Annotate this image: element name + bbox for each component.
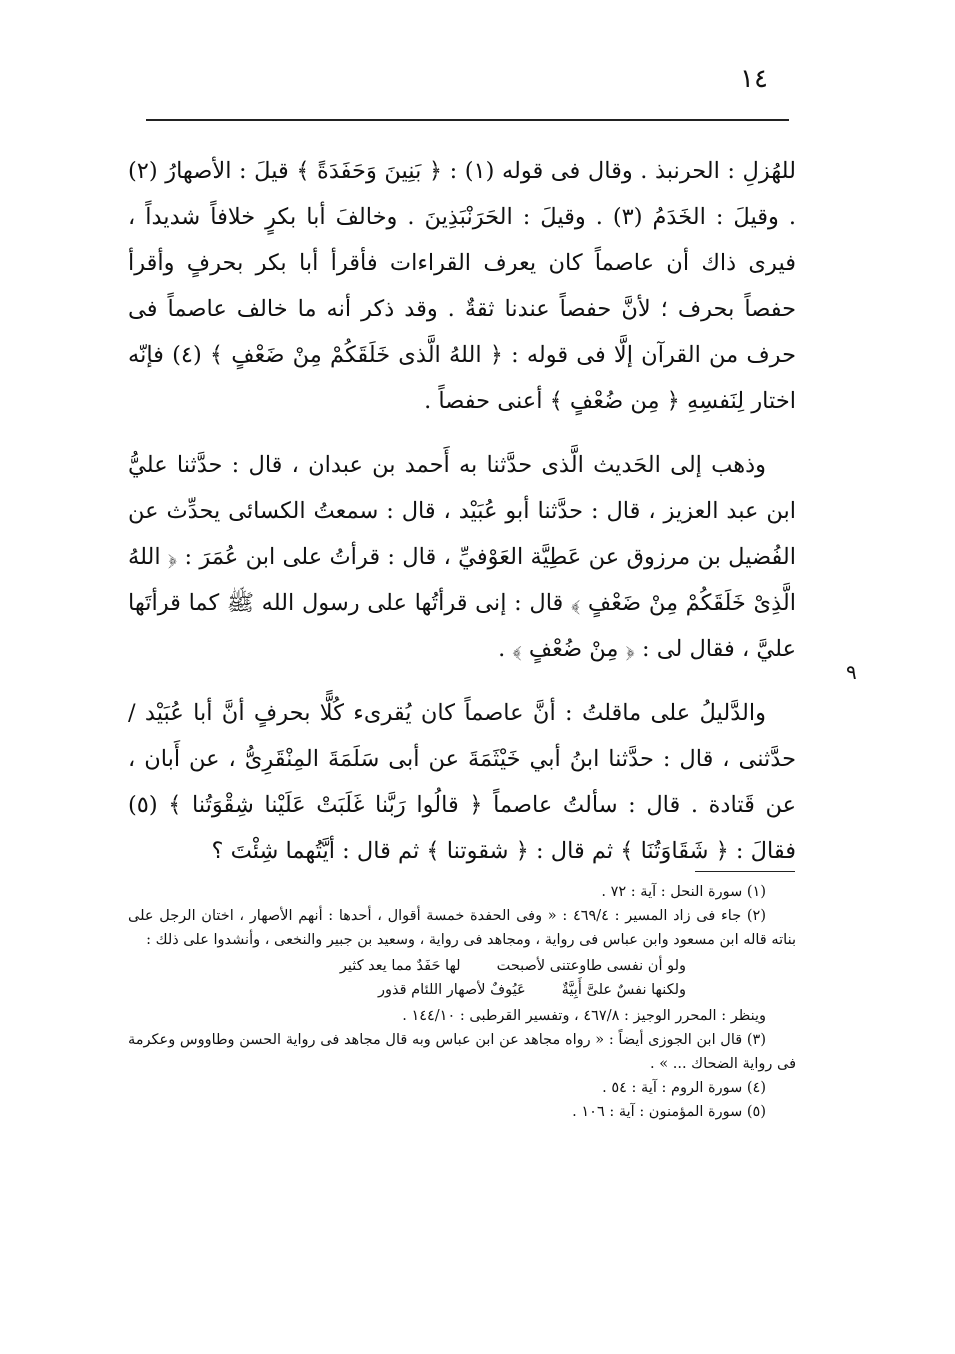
poem-verse <box>128 978 686 1002</box>
poem <box>128 954 796 1002</box>
footnote-4: (٤) سورة الروم : آية : ٥٤ . <box>602 1080 766 1096</box>
footnote-3: (٣) قال ابن الجوزى أيضاً : « رواه مجاهد عن ابن عباس وبه قال مجاهد فى رواية الحسن وطاووس وعكرمة فى رواية الضحاك ... » . <box>128 1032 796 1072</box>
paragraph-1: للهُزلِ : الحرنبذ . وقال فى قوله (١) : ﴿ بَنِينَ وَحَفَدَةً ﴾ قيلَ : الأصهارُ (٢) . وقيلَ : الخَدَمُ (٣) . وقيلَ : الحَرَنْبَذِينَ . وخالفَ أبا بكرٍ خلافاً شديداً ، فيرى ذاك أن عاصماً كان يعرف القراءات فأقرأ أبا بكر بحرفٍ وأقرأ حفصاً بحرف ؛ لأنَّ حفصاً عندنا ثقةٌ . وقد ذكر أنه ما خالف عاصماً فى حرف من القرآن إلَّا فى قوله : ﴿ اللهُ الَّذى خَلَقَكُمْ مِنْ ضَعْفٍ ﴾ (٤) فإنّه اختار لِنَفسِهِ ﴿ مِن ضُعْفٍ ﴾ أعنى حفصاً . <box>128 158 796 414</box>
footnote-5: (٥) سورة المؤمنون : آية : ١٠٦ . <box>572 1104 766 1120</box>
footnote-2: (٢) جاء فى زاد المسير : ٤٦٩/٤ : « وفى الحفدة خمسة أقوال ، أحدها : أنهم الأصهار ، اختان الرجل على بناته قاله ابن مسعود وابن عباس فى رواية ، ومجاهد فى رواية ، وسعيد بن جبير والنخعى ، وأنشدوا على ذلك : <box>128 908 796 948</box>
main-text <box>128 148 796 874</box>
paragraph-2: وذهب إلى الحَديث الَّذى حدَّثنا به أَحمد بن عبدان ، قال : حدَّثنا عليُّ ابن عبد العزيز ، قال : حدَّثنا أبو عُبَيْد ، قال : سمعتُ الكسائى يحدِّث عن الفُضيل بن مرزوق عن عَطِيَّة العَوْفيِّ ، قال : قرأتُ على ابن عُمَرَ : ﴿ اللهُ الَّذِىْ خَلَقَكُمْ مِنْ ضَعْفٍ ﴾ قال : إنى قرأتُها على رسول الله ﷺ كما قرأتَها عليَّ ، فقال لى : ﴿ مِنْ ضُعْفٍ ﴾ . <box>128 452 796 662</box>
poem-verse <box>128 954 686 978</box>
verse-second-hemistich: لها حَفَدٌ مما يعد كثير <box>339 958 461 974</box>
page-number: ١٤ <box>740 64 768 94</box>
margin-folio-mark: ٩ <box>846 660 857 684</box>
footnote-rule <box>695 871 795 872</box>
header-rule <box>146 119 789 121</box>
footnote-2-references: وينظر : المحرر الوجيز : ٤٦٧/٨ ، وتفسير القرطبى : ١٤٤/١٠ . <box>402 1008 766 1024</box>
footnotes <box>128 880 796 1124</box>
footnote-1: (١) سورة النحل : آية : ٧٢ . <box>601 884 766 900</box>
verse-second-hemistich: عَيُوفٌ لأصهار اللئام قذور <box>378 982 526 998</box>
paragraph-3: والدَّليلُ على ماقلتُ : أنَّ عاصماً كان يُقرىء كُلًّا بحرفٍ أنَّ أبا عُبَيْد / حدَّثنى ، قال : حدَّثنا ابنُ أبي خَيْثَمَةَ عن أبى سَلَمَةَ المِنْقَرِىُّ ، عن أَبان ، عن قَتادة . قال : سألتُ عاصماً ﴿ قالُوا رَبَّنا غَلَبَتْ عَلَيْنا شِقْوَتُنا ﴾ (٥) فقالَ : ﴿ شَقَاوَتُنَا ﴾ ثم قال : ﴿ شقوتنا ﴾ ثم قال : أيَّتُهما شِئْتَ ؟ <box>128 700 796 864</box>
verse-first-hemistich: ولو أن نفسى طاوعتنى لأصبحت <box>496 958 686 974</box>
verse-first-hemistich: ولكنها نفسٌ علىَّ أَبِيَّةٌ <box>561 982 686 998</box>
